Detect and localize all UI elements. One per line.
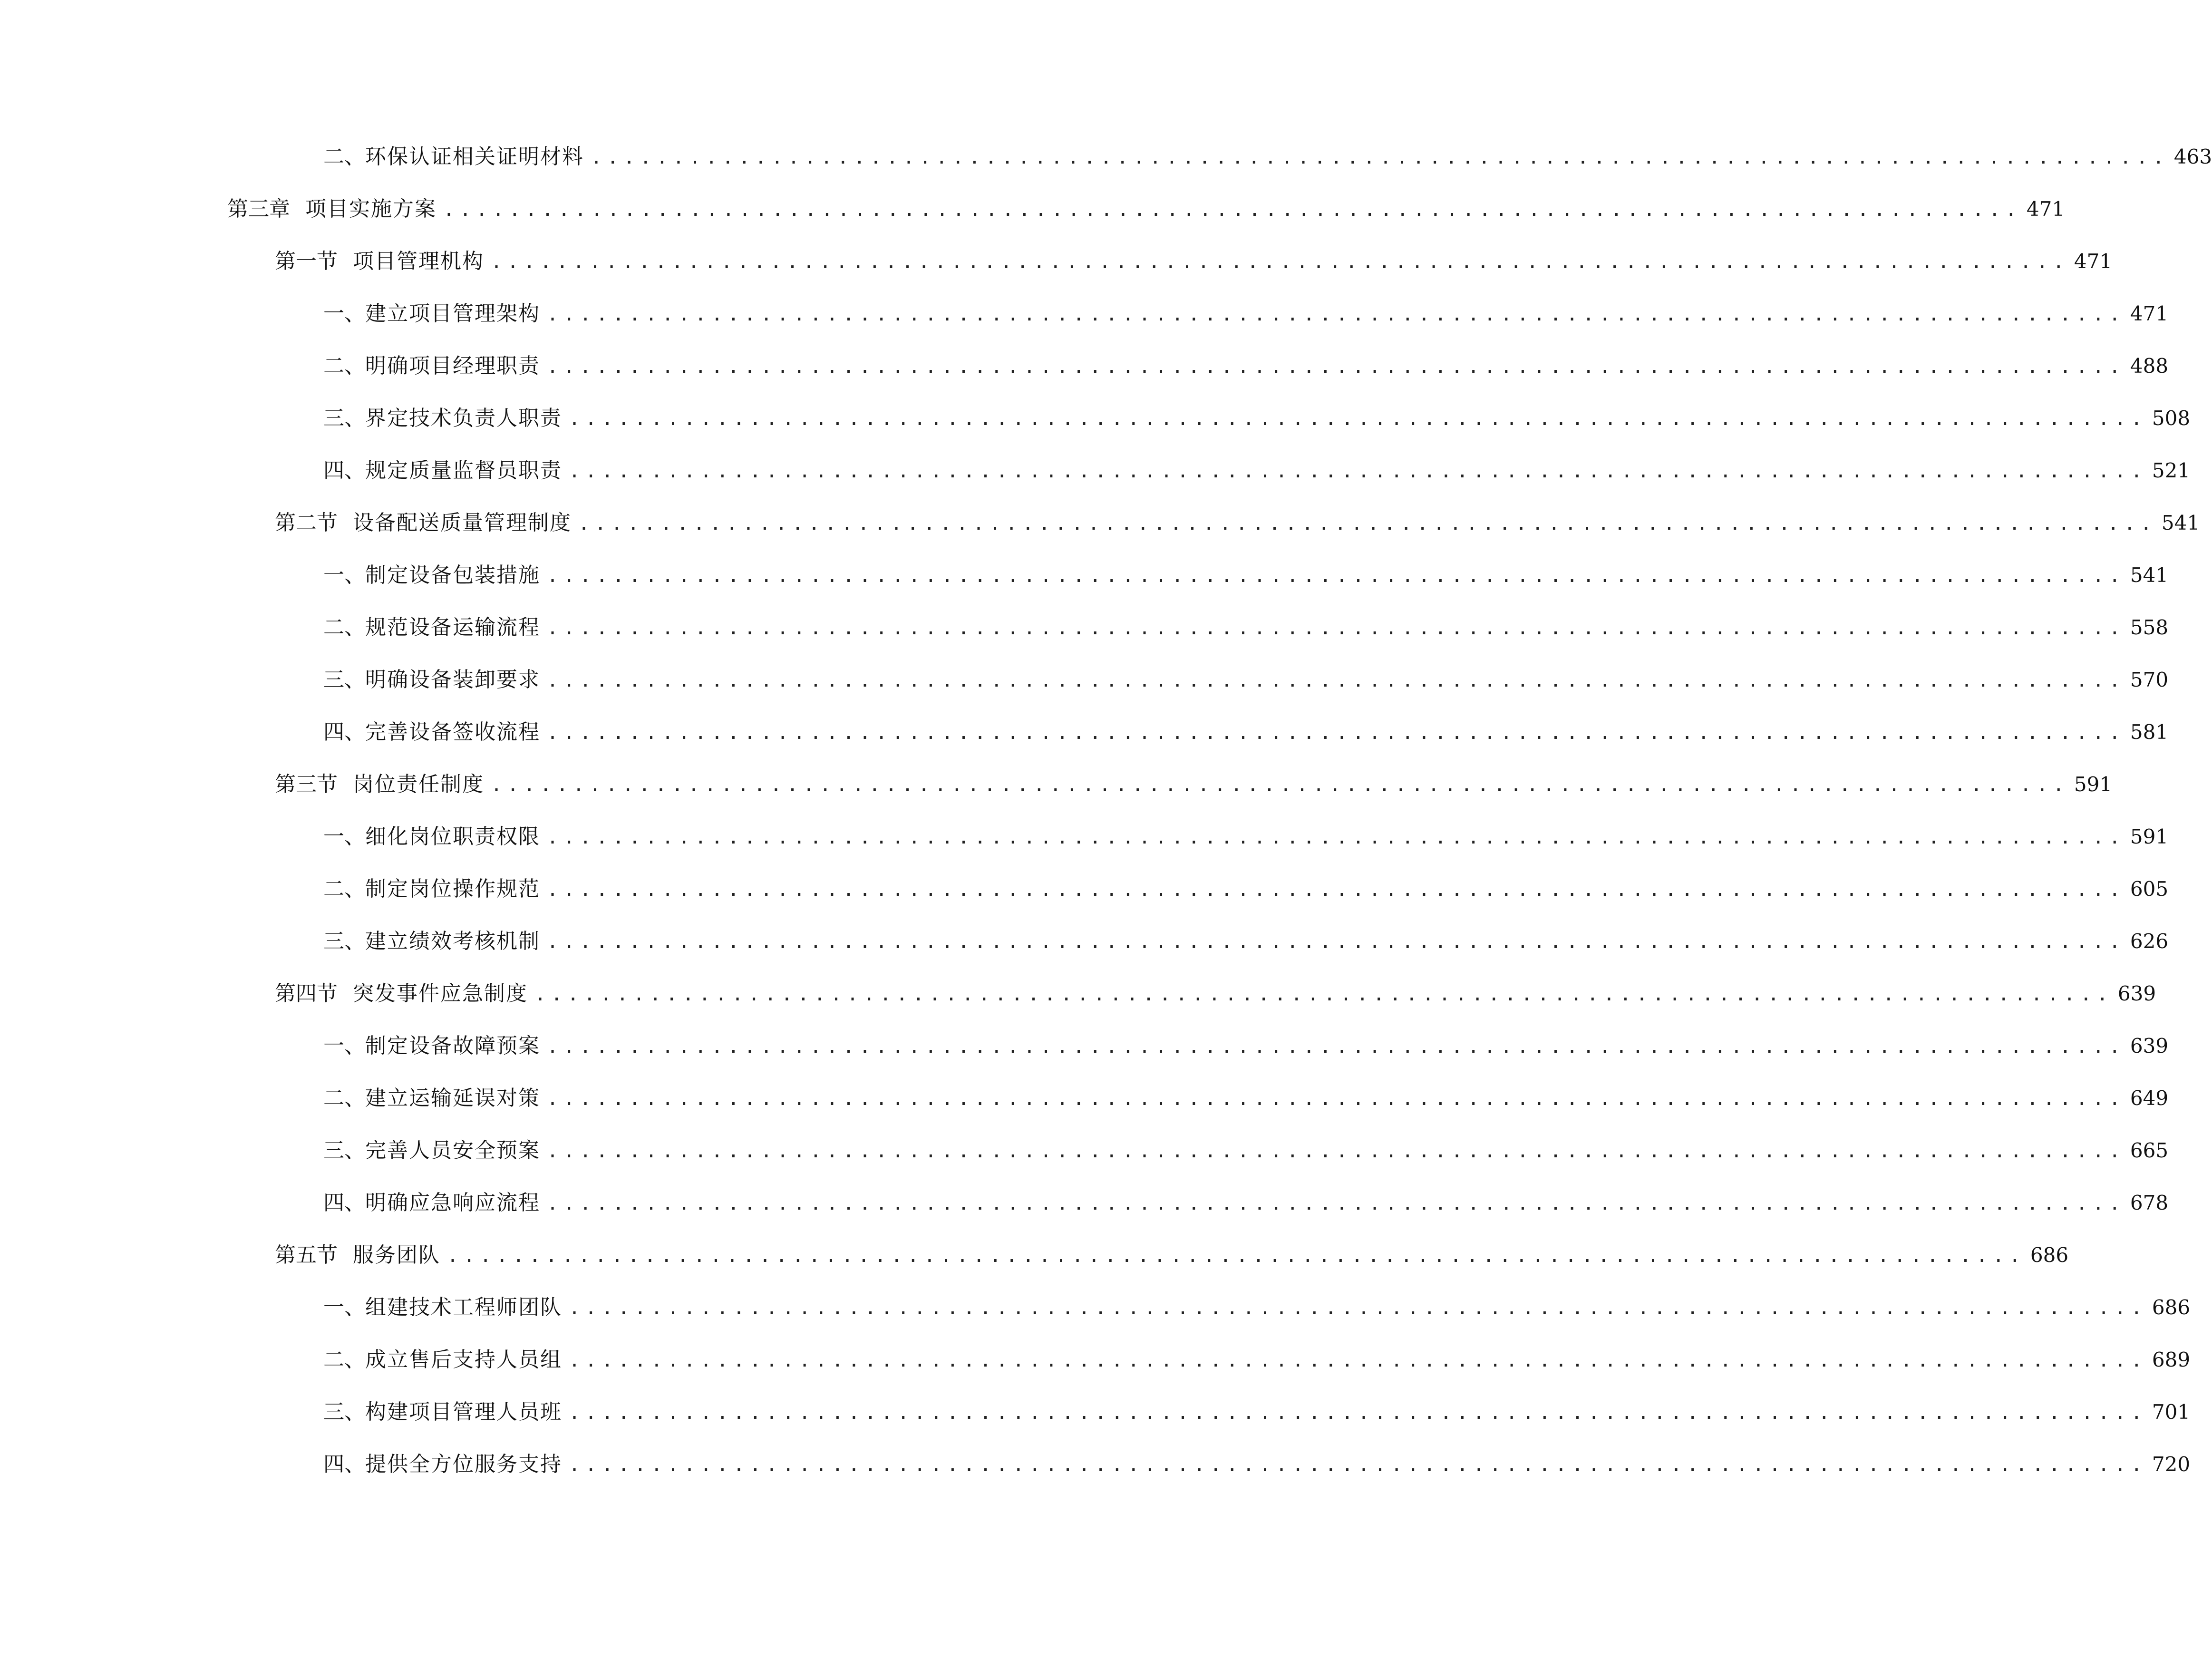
toc-entry-number: 四、 — [323, 720, 365, 744]
toc-entry[interactable] — [0, 404, 2191, 456]
dot-leader: ................................................................................................ — [547, 303, 2125, 325]
dot-leader: ................................................................................................ — [547, 1036, 2125, 1057]
dot-leader: ................................................................................................ — [547, 565, 2125, 587]
toc-entry-page: 689 — [2152, 1348, 2191, 1371]
toc-entry[interactable] — [0, 1450, 2191, 1503]
toc-entry-page: 639 — [2117, 982, 2156, 1005]
toc-entry-number: 三、 — [323, 1400, 365, 1424]
toc-entry-title: 建立绩效考核机制 — [365, 929, 540, 953]
toc-entry-title: 突发事件应急制度 — [353, 981, 528, 1006]
toc-entry[interactable] — [0, 770, 2113, 823]
dot-leader: ................................................................................................ — [547, 879, 2125, 901]
toc-entry[interactable] — [0, 195, 2065, 247]
toc-entry-number: 一、 — [323, 824, 365, 849]
toc-entry-number: 第四节 — [275, 981, 338, 1006]
toc-entry-number: 一、 — [323, 1034, 365, 1058]
toc-entry-number: 第一节 — [275, 249, 338, 273]
toc-entry[interactable] — [0, 927, 2169, 979]
toc-entry-page: 471 — [2130, 302, 2169, 325]
toc-entry[interactable] — [0, 1136, 2169, 1189]
toc-entry-title: 岗位责任制度 — [353, 772, 484, 796]
toc-entry[interactable] — [0, 143, 2212, 195]
toc-entry-title: 构建项目管理人员班 — [365, 1400, 562, 1424]
dot-leader: ................................................................................................ — [569, 1297, 2147, 1319]
toc-entry-title: 成立售后支持人员组 — [365, 1348, 562, 1372]
toc-entry-title: 完善设备签收流程 — [365, 720, 540, 744]
toc-entry-page: 488 — [2130, 354, 2169, 378]
dot-leader: ................................................................................................ — [547, 1088, 2125, 1110]
toc-entry-number: 二、 — [323, 1348, 365, 1372]
toc-entry-page: 581 — [2130, 720, 2169, 744]
toc-entry-page: 558 — [2130, 616, 2169, 639]
toc-entry-page: 701 — [2152, 1400, 2191, 1424]
toc-entry[interactable] — [0, 613, 2169, 666]
toc-entry-number: 三、 — [323, 668, 365, 692]
toc-entry-number: 三、 — [323, 929, 365, 953]
dot-leader: ................................................................................................ — [569, 460, 2147, 482]
toc-entry-title: 组建技术工程师团队 — [365, 1295, 562, 1319]
toc-entry[interactable] — [0, 1241, 2069, 1293]
toc-entry[interactable] — [0, 1398, 2191, 1450]
toc-entry-page: 649 — [2130, 1086, 2169, 1110]
toc-entry-title: 提供全方位服务支持 — [365, 1452, 562, 1476]
toc-entry-number: 二、 — [323, 354, 365, 378]
toc-entry-page: 686 — [2030, 1243, 2069, 1267]
dot-leader: ................................................................................................ — [547, 356, 2125, 378]
toc-entry-number: 三、 — [323, 1138, 365, 1163]
toc-entry-number: 二、 — [323, 877, 365, 901]
dot-leader: ................................................................................................ — [547, 931, 2125, 953]
dot-leader: ................................................................................................ — [491, 774, 2069, 796]
toc-entry-number: 二、 — [323, 1086, 365, 1110]
toc-entry-page: 570 — [2130, 668, 2169, 691]
toc-entry-page: 639 — [2130, 1034, 2169, 1057]
toc-entry[interactable] — [0, 456, 2191, 509]
toc-entry-page: 591 — [2074, 773, 2113, 796]
toc-entry-title: 界定技术负责人职责 — [365, 406, 562, 430]
toc-entry[interactable] — [0, 509, 2200, 561]
toc-entry-page: 521 — [2152, 459, 2191, 482]
toc-entry-page: 665 — [2130, 1139, 2169, 1162]
toc-entry-page: 626 — [2130, 930, 2169, 953]
dot-leader: ................................................................................................ — [547, 826, 2125, 848]
toc-entry-title: 项目实施方案 — [305, 197, 437, 221]
toc-entry[interactable] — [0, 1293, 2191, 1346]
toc-entry-number: 一、 — [323, 301, 365, 326]
toc-entry-number: 三、 — [323, 406, 365, 430]
toc-entry-title: 建立项目管理架构 — [365, 301, 540, 326]
dot-leader: ................................................................................................ — [569, 408, 2147, 430]
toc-entry-title: 项目管理机构 — [353, 249, 484, 273]
dot-leader: ................................................................................................ — [547, 669, 2125, 691]
toc-entry[interactable] — [0, 718, 2169, 770]
toc-entry-number: 一、 — [323, 563, 365, 587]
toc-entry-number: 四、 — [323, 458, 365, 483]
toc-entry-title: 制定设备故障预案 — [365, 1034, 540, 1058]
toc-entry-title: 服务团队 — [353, 1243, 440, 1267]
dot-leader: ................................................................................................ — [547, 1140, 2125, 1162]
toc-entry-number: 四、 — [323, 1452, 365, 1476]
toc-entry-title: 完善人员安全预案 — [365, 1138, 540, 1163]
dot-leader: ................................................................................................ — [569, 1349, 2147, 1371]
dot-leader: ................................................................................................ — [491, 251, 2069, 273]
toc-entry-title: 制定设备包装措施 — [365, 563, 540, 587]
toc-entry-number: 一、 — [323, 1295, 365, 1319]
dot-leader: ................................................................................................ — [591, 146, 2169, 168]
toc-entry-title: 明确设备装卸要求 — [365, 668, 540, 692]
dot-leader: ................................................................................................ — [447, 1245, 2026, 1267]
toc-entry[interactable] — [0, 823, 2169, 875]
toc-entry[interactable] — [0, 1084, 2169, 1136]
toc-entry[interactable] — [0, 666, 2169, 718]
dot-leader: ................................................................................................ — [547, 722, 2125, 744]
toc-entry[interactable] — [0, 979, 2156, 1032]
dot-leader: ................................................................................................ — [534, 983, 2113, 1005]
toc-entry-number: 四、 — [323, 1191, 365, 1215]
toc-entry-page: 686 — [2152, 1296, 2191, 1319]
toc-entry[interactable] — [0, 352, 2169, 404]
toc-entry-title: 明确应急响应流程 — [365, 1191, 540, 1215]
toc-entry-title: 环保认证相关证明材料 — [365, 145, 584, 169]
toc-entry-page: 541 — [2130, 563, 2169, 587]
toc-entry[interactable] — [0, 247, 2113, 300]
toc-entry-page: 463 — [2173, 145, 2212, 168]
toc-entry[interactable] — [0, 1346, 2191, 1398]
toc-entry[interactable] — [0, 561, 2169, 613]
toc-entry[interactable] — [0, 300, 2169, 352]
toc-entry[interactable] — [0, 1189, 2169, 1241]
dot-leader: ................................................................................................ — [547, 617, 2125, 639]
toc-entry-page: 591 — [2130, 825, 2169, 848]
dot-leader: ................................................................................................ — [578, 513, 2157, 534]
toc-entry-title: 建立运输延误对策 — [365, 1086, 540, 1110]
toc-entry[interactable] — [0, 1032, 2169, 1084]
toc-entry-title: 细化岗位职责权限 — [365, 824, 540, 849]
toc-entry-number: 二、 — [323, 145, 365, 169]
toc-entry-number: 第三节 — [275, 772, 338, 796]
dot-leader: ................................................................................................ — [569, 1402, 2147, 1424]
table-of-contents — [0, 143, 2212, 1503]
toc-entry-title: 明确项目经理职责 — [365, 354, 540, 378]
toc-entry-page: 471 — [2074, 250, 2113, 273]
toc-entry-page: 678 — [2130, 1191, 2169, 1214]
toc-entry-title: 设备配送质量管理制度 — [353, 511, 572, 535]
toc-entry-page: 720 — [2152, 1453, 2191, 1476]
toc-entry-number: 第二节 — [275, 511, 338, 535]
toc-entry-number: 二、 — [323, 615, 365, 640]
dot-leader: ................................................................................................ — [443, 199, 2022, 221]
dot-leader: ................................................................................................ — [547, 1193, 2125, 1214]
toc-entry-title: 制定岗位操作规范 — [365, 877, 540, 901]
toc-entry-page: 605 — [2130, 877, 2169, 901]
toc-entry[interactable] — [0, 875, 2169, 927]
toc-entry-page: 471 — [2026, 197, 2065, 221]
toc-entry-page: 508 — [2152, 407, 2191, 430]
dot-leader: ................................................................................................ — [569, 1454, 2147, 1476]
toc-entry-number: 第三章 — [227, 197, 290, 221]
toc-entry-title: 规定质量监督员职责 — [365, 458, 562, 483]
toc-entry-title: 规范设备运输流程 — [365, 615, 540, 640]
toc-entry-number: 第五节 — [275, 1243, 338, 1267]
toc-entry-page: 541 — [2161, 511, 2200, 534]
